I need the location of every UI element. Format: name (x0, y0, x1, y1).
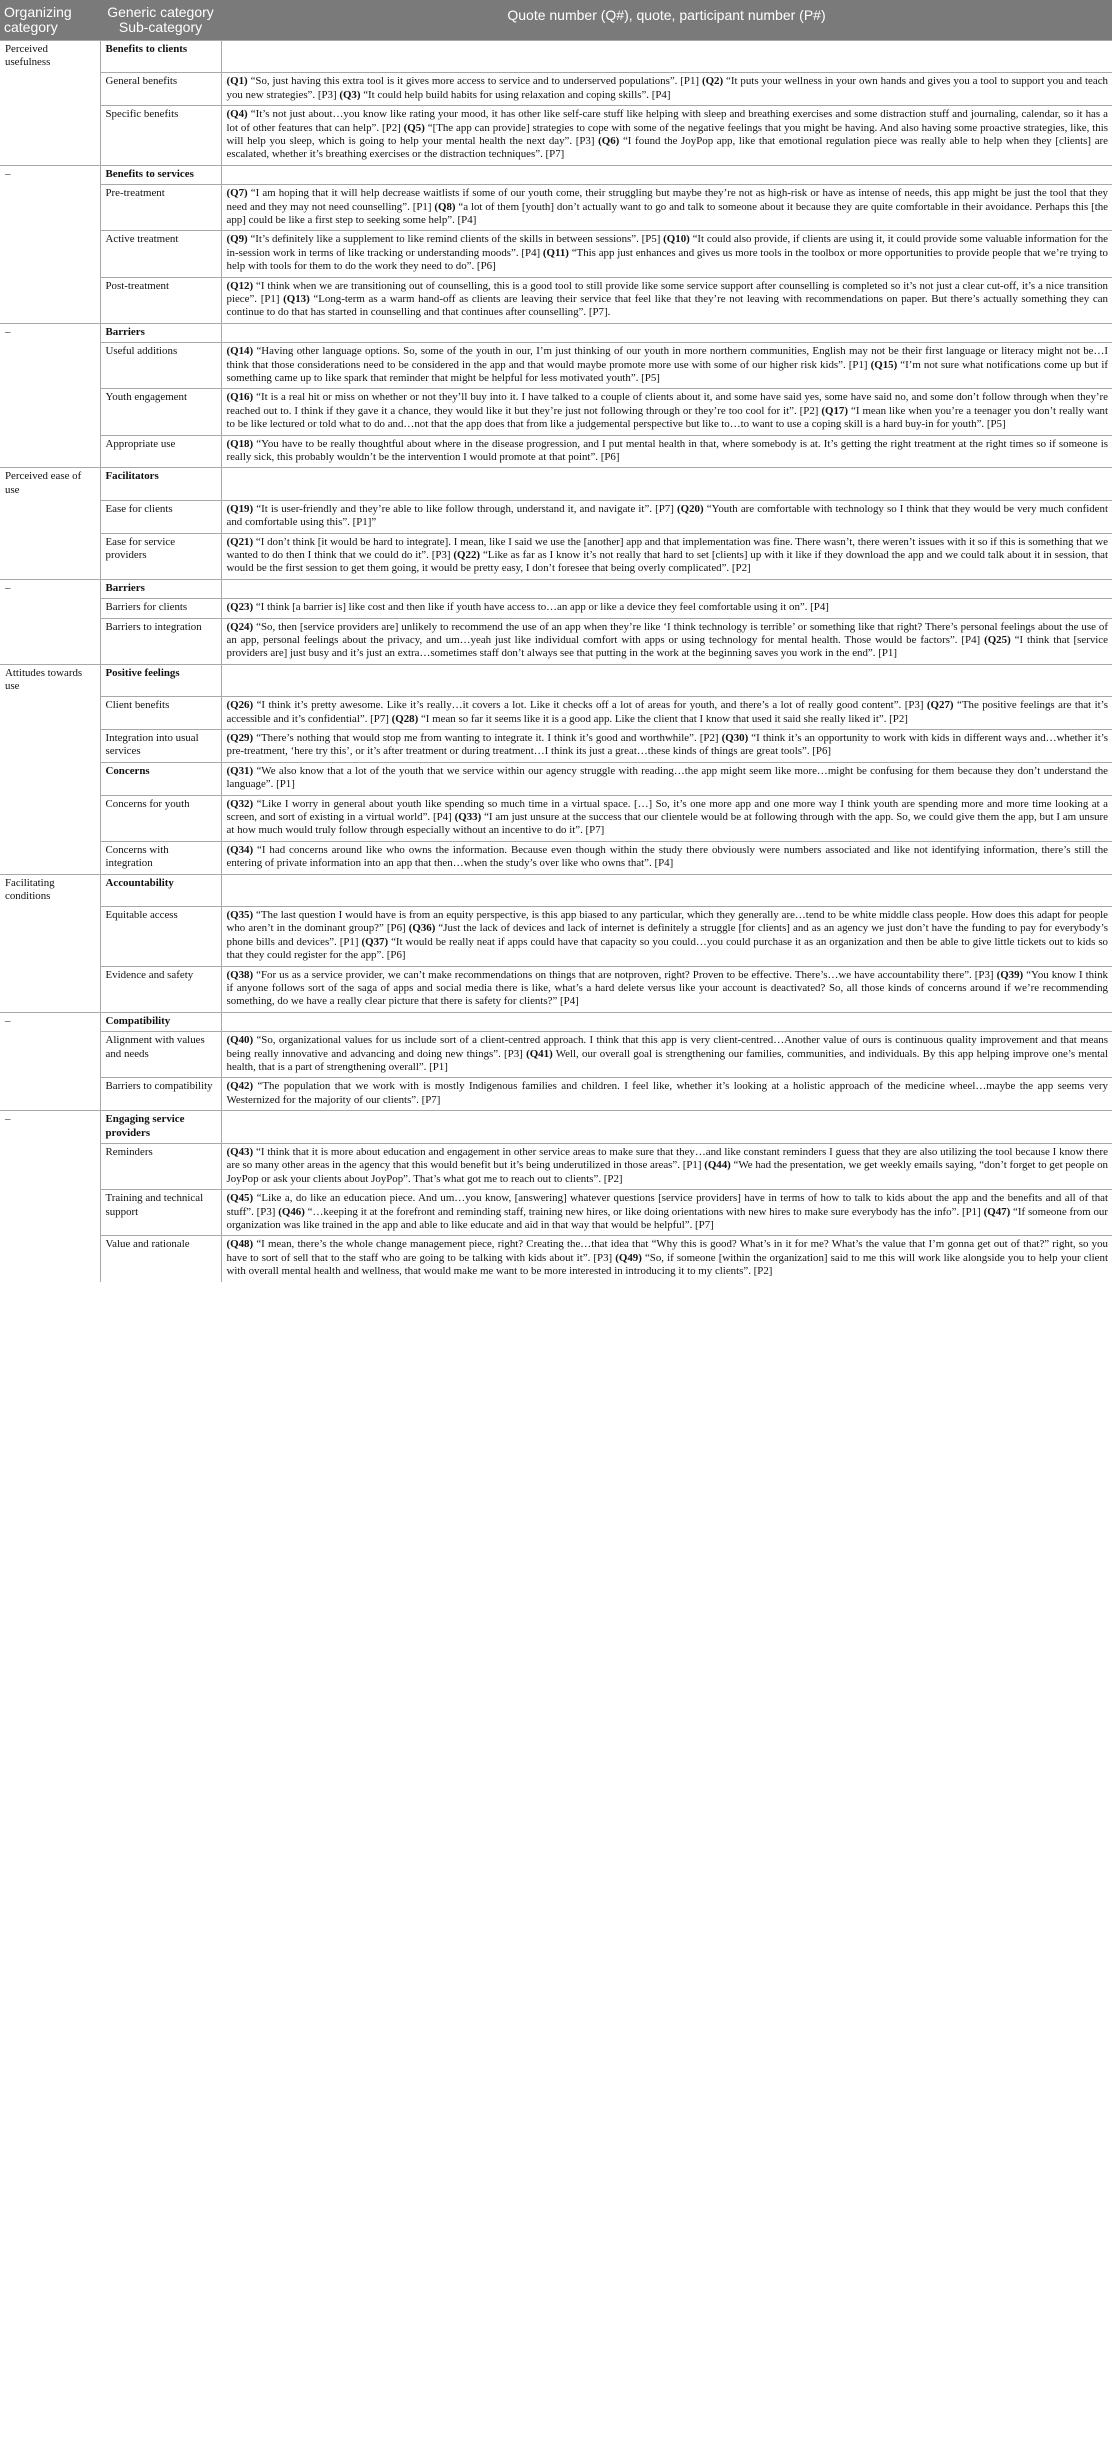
quote-text: “There’s nothing that would stop me from wanting to integrate it. I think it’s good and worthwhile”. [P2] (253, 731, 722, 744)
quote-text: “I don’t think [it would be hard to integrate]. I mean, like I said we use the [another] app and that implementation was fine. There wasn’t, there weren’t issues with it so if this is something that we wanted to do then I think that we could do it”. [P3] (226, 535, 1108, 561)
quote-number: (Q5) (403, 121, 425, 134)
organizing-category (0, 277, 100, 323)
quote-number: (Q41) (526, 1047, 553, 1060)
generic-category: Benefits to clients (100, 41, 221, 73)
quote-number: (Q6) (598, 134, 620, 147)
quote-text: “The positive feelings are that it’s accessible and it’s confidential”. [P7] (226, 699, 1108, 725)
quote-cell (221, 697, 1112, 730)
generic-category: Accountability (100, 874, 221, 906)
quote-cell (221, 762, 1112, 795)
quote-cell (221, 533, 1112, 579)
sub-category: General benefits (100, 73, 221, 106)
sub-category: Barriers to compatibility (100, 1078, 221, 1111)
generic-category-row (0, 1012, 1112, 1031)
quote-text: “Like as far as I know it’s not really that hard to set [clients] up with it like if they download the app and we could talk about it in session, that would be the first session to get them going, it would be pretty easy, I don’t foresee that being overly complicated”. [P2] (226, 549, 1108, 575)
quote-number: (Q18) (226, 437, 254, 450)
quote-cell (221, 468, 1112, 500)
quote-number: (Q16) (226, 391, 254, 404)
header-organizing-category: Organizing category (0, 0, 100, 41)
quote-text: “…keeping it at the forefront and reminding staff, training new hires, or like doing orientations with new hires to make sure everybody has the info”. [P1] (304, 1205, 984, 1218)
quote-number: (Q45) (226, 1192, 254, 1205)
table-row (0, 906, 1112, 966)
table-row (0, 1032, 1112, 1078)
organizing-category (0, 697, 100, 730)
quote-cell (221, 277, 1112, 323)
quote-number: (Q44) (704, 1159, 731, 1172)
generic-category-row (0, 323, 1112, 342)
quote-number: (Q37) (361, 935, 389, 948)
table-row (0, 500, 1112, 533)
table-row (0, 343, 1112, 389)
quote-text: Well, our overall goal is strengthening our families, communities, and individuals. By this app helping improve one’s mental health, that is a part of strengthening overall”. [P1] (226, 1047, 1109, 1073)
quote-number: (Q47) (983, 1205, 1011, 1218)
organizing-category (0, 1236, 100, 1282)
quote-number: (Q15) (870, 358, 898, 371)
table-row (0, 1190, 1112, 1236)
quote-text: “I think that it is more about education and engagement in other service areas to make sure that they…and like constant reminders I guess that they are also utilizing the tool because I know there are so many other areas in the agency that this would benefit but it’s being underutilized in those areas”. [P1] (226, 1146, 1108, 1172)
table-row (0, 435, 1112, 468)
quote-number: (Q4) (226, 108, 248, 121)
sub-category: Integration into usual services (100, 729, 221, 762)
quote-number: (Q28) (391, 712, 419, 725)
table-row (0, 841, 1112, 874)
header-sub-category: Sub-category (118, 19, 203, 35)
quote-number: (Q11) (542, 246, 569, 259)
quote-text: “We had the presentation, we get weekly emails saying, “don’t forget to get people on JoyPop or ask your clients about JoyPop”. That’s what got me to reach out to clients”. [P2] (226, 1159, 1108, 1185)
quote-number: (Q49) (615, 1251, 642, 1264)
quote-cell (221, 73, 1112, 106)
organizing-category (0, 231, 100, 277)
quote-number: (Q19) (226, 502, 254, 515)
organizing-category (0, 389, 100, 435)
table-row (0, 697, 1112, 730)
organizing-category (0, 1078, 100, 1111)
organizing-category (0, 1032, 100, 1078)
table-row (0, 618, 1112, 664)
quote-number: (Q17) (821, 404, 849, 417)
table-row (0, 729, 1112, 762)
table-header (0, 0, 1112, 41)
organizing-category (0, 906, 100, 966)
quote-text: “I think it’s an opportunity to work with kids in different ways and…whether it’s pre-treatment, ‘here try this’, or it’s after treatment or during treatment…I think its just a great…these kinds of things are great tools”. [P6] (226, 731, 1108, 758)
quote-cell (221, 343, 1112, 389)
quote-text: “So, just having this extra tool is it gives more access to service and to underserved populations”. [P1] (247, 75, 702, 88)
table-row (0, 277, 1112, 323)
quote-number: (Q22) (453, 549, 481, 561)
organizing-category (0, 966, 100, 1012)
quote-text: “I am just unsure at the success that our clientele would be at following through with the app. So, we could give them the app, but I am unsure at how much would truly follow through especially without an incentive to do it”. [P7] (226, 811, 1108, 837)
quote-text: “You have to be really thoughtful about where in the disease progression, and I put mental health in that, where somebody is at. It’s getting the right treatment at the right times so if someone is really sick, this probably wouldn’t be the intervention I would promote at that point”. [P6] (226, 437, 1108, 464)
table-row (0, 1144, 1112, 1190)
quote-number: (Q38) (226, 968, 254, 981)
quote-number: (Q14) (226, 345, 254, 358)
quote-text: “We also know that a lot of the youth that we service within our agency struggle with reading…the app might seem like more…might be confusing for them because they don’t understand the language”. [P1] (226, 764, 1108, 791)
table-row (0, 389, 1112, 435)
quote-number: (Q21) (226, 535, 254, 548)
organizing-category (0, 500, 100, 533)
sub-category: Barriers for clients (100, 599, 221, 618)
generic-category: Engaging service providers (100, 1111, 221, 1144)
organizing-category (0, 599, 100, 618)
quote-cell (221, 323, 1112, 342)
organizing-category (0, 106, 100, 166)
quote-number: (Q48) (226, 1238, 254, 1251)
quote-text: “I’m not sure what notifications come up but if something came up to like spark that reminder that might be helpful for less motivated youth”. [P5] (226, 358, 1109, 385)
quote-cell (221, 1032, 1112, 1078)
quote-number: (Q43) (226, 1146, 254, 1159)
quote-text: “I think that [service providers are] just busy and it’s just an extra…sometimes staff don’t always see that putting in the work at the beginning saves you work in the end”. [P1] (226, 634, 1108, 660)
quote-text: “It puts your wellness in your own hands and gives you a tool to support you and teach you new strategies”. [P3] (226, 75, 1108, 101)
table-row (0, 599, 1112, 618)
quote-text: “It could help build habits for using relaxation and coping skills”. [P4] (360, 88, 671, 101)
generic-category: Barriers (100, 323, 221, 342)
quote-text: “Like a, do like an education piece. And um…you know, [answering] whatever questions [service providers] have in terms of how to talk to kids about the app and the benefits and all of that stuff”. [P3] (226, 1192, 1108, 1218)
organizing-category (0, 1190, 100, 1236)
generic-category: Positive feelings (100, 664, 221, 696)
organizing-category: – (0, 323, 100, 342)
quote-text: “So, if someone [within the organization] said to me this will work like alongside you to help your client with overall mental health and wellness, that would make me want to be more interested in introducing it to my clients”. [P2] (226, 1251, 1108, 1278)
quote-number: (Q39) (996, 968, 1024, 981)
organizing-category (0, 1144, 100, 1190)
quote-cell (221, 500, 1112, 533)
quote-text: “If someone from our organization was like trained in the app and able to like educate and aid in that way that would be helpful”. [P7] (226, 1205, 1108, 1232)
quote-cell (221, 618, 1112, 664)
quote-text: “It would be really neat if apps could have that capacity so you could…you could purchase it as an organization and then be able to give little tickets out to kids so that they could register for the app”. [P6] (226, 935, 1108, 962)
quote-cell (221, 1144, 1112, 1190)
quote-text: “The population that we work with is mostly Indigenous families and children. I feel like, whether it’s looking at a holistic approach of the medicine wheel…maybe the app seems very Westernized for the majority of our clients”. [P7] (226, 1080, 1108, 1106)
quote-number: (Q3) (339, 88, 361, 101)
quote-number: (Q25) (984, 634, 1011, 647)
quote-number: (Q1) (226, 75, 248, 88)
quote-number: (Q26) (226, 699, 254, 712)
sub-category: Ease for clients (100, 500, 221, 533)
table-row (0, 73, 1112, 106)
sub-category: Barriers to integration (100, 618, 221, 664)
table-row (0, 533, 1112, 579)
quote-cell (221, 435, 1112, 468)
organizing-category: Attitudes towards use (0, 664, 100, 696)
sub-category: Reminders (100, 1144, 221, 1190)
quote-number: (Q32) (226, 797, 254, 810)
sub-category: Training and technical support (100, 1190, 221, 1236)
generic-category-row (0, 579, 1112, 598)
quote-text: “You know I think if anyone follows sort of the saga of apps and social media there is like, what’s a hard delete versus like your account is deactivated? So, all those kinds of concerns around if we’re recommending something, do we have a really clear picture that there is safety for clients?” [P4] (226, 968, 1108, 1008)
quote-text: “I mean, there’s the whole change management piece, right? Creating the…that idea that “Why this is good? What’s in it for me? What’s the value that I’m gonna get out of that?” right, so you have to sort of sell that to the staff who are going to be talking with kids about it”. [P3] (226, 1238, 1108, 1264)
sub-category: Client benefits (100, 697, 221, 730)
quote-cell (221, 231, 1112, 277)
organizing-category (0, 841, 100, 874)
quote-text: “Youth are comfortable with technology so I think that they would be very much confident and comfortable using this”. [P1]” (226, 502, 1108, 529)
quote-text: “I mean like when you’re a teenager you don’t really want to be like lectured or told what to do and…not that the app does that from like a judgemental perspective but like to…to want to use a coping skill is a hard buy-in for youth”. [P5] (226, 404, 1108, 431)
quote-cell (221, 729, 1112, 762)
organizing-category: – (0, 1012, 100, 1031)
generic-category: Barriers (100, 579, 221, 598)
organizing-category: – (0, 579, 100, 598)
quote-number: (Q12) (226, 279, 254, 292)
table-row (0, 795, 1112, 841)
quote-cell (221, 906, 1112, 966)
sub-category: Useful additions (100, 343, 221, 389)
table-row (0, 1078, 1112, 1111)
table-row (0, 966, 1112, 1012)
quote-text: “I think when we are transitioning out of counselling, this is a good tool to still provide like some service support after counselling is completed so it’s not just a clear cut-off, it’s a nice transition piece”. [P1] (226, 279, 1108, 305)
organizing-category (0, 435, 100, 468)
quote-number: (Q10) (663, 233, 690, 246)
quote-text: “Having other language options. So, some of the youth in our, I’m just thinking of our youth in more northern communities, English may not be their first language or literacy might not be…I think that those considerations need to be considered in the app and that would maybe promote more use with some of our higher risk kids”. [P1] (226, 345, 1108, 371)
quote-number: (Q29) (226, 731, 254, 744)
sub-category: Evidence and safety (100, 966, 221, 1012)
organizing-category (0, 729, 100, 762)
table-row (0, 231, 1112, 277)
quote-text: “I am hoping that it will help decrease waitlists if some of our youth come, their struggling but maybe they’re not as high-risk or have as intense of needs, this app might be just the tool that they need and they may not need counselling”. [P1] (226, 187, 1108, 213)
quote-text: “Long-term as a warm hand-off as clients are leaving their service that feel like that they’re not leaving with recommendations on paper. But there’s actually something they can continue to do that has started in counselling and that continues after counselling”. [P7]. (226, 293, 1109, 319)
sub-category: Youth engagement (100, 389, 221, 435)
header-quote: Quote number (Q#), quote, participant number (P#) (221, 0, 1112, 41)
quote-number: (Q40) (226, 1034, 254, 1047)
table-row (0, 1236, 1112, 1282)
quote-cell (221, 966, 1112, 1012)
organizing-category (0, 185, 100, 231)
quote-cell (221, 1078, 1112, 1111)
generic-category-row (0, 165, 1112, 184)
table-row (0, 106, 1112, 166)
quote-text: “[The app can provide] strategies to cope with some of the negative feelings that you might be having. And also having some proactive strategies, like, this will help you sleep, which is going to help your mental health the next day”. [P3] (226, 121, 1108, 147)
sub-category: Value and rationale (100, 1236, 221, 1282)
table-row (0, 762, 1112, 795)
generic-category-row (0, 41, 1112, 73)
quote-text: “It could also provide, if clients are using it, it could provide some valuable information for the in-session work in terms of like tracking or understanding moods”. [P4] (226, 233, 1108, 259)
sub-category: Post-treatment (100, 277, 221, 323)
quote-number: (Q30) (721, 731, 749, 744)
generic-category-row (0, 1111, 1112, 1144)
quote-text: “Just the lack of devices and lack of internet is definitely a struggle [for clients] and as an agency we just don’t have the funding to pay for everybody’s phone bills and devices”. [P1] (226, 922, 1108, 948)
quote-number: (Q20) (677, 502, 704, 515)
quote-number: (Q31) (226, 764, 254, 777)
generic-category-row (0, 874, 1112, 906)
sub-category: Alignment with values and needs (100, 1032, 221, 1078)
organizing-category: – (0, 1111, 100, 1144)
quote-text: “Like I worry in general about youth like spending so much time in a virtual space. […] So, it’s one more app and one more way I think youth are spending more and more time looking at a screen, and sort of existing in a virtual world”. [P4] (226, 797, 1108, 823)
sub-category: Equitable access (100, 906, 221, 966)
quote-number: (Q36) (408, 922, 436, 935)
quote-text: “It’s definitely like a supplement to like remind clients of the skills in between sessions”. [P5] (247, 233, 664, 246)
quote-number: (Q13) (283, 293, 310, 305)
organizing-category: – (0, 165, 100, 184)
generic-category-row (0, 468, 1112, 500)
organizing-category (0, 762, 100, 795)
organizing-category: Facilitating conditions (0, 874, 100, 906)
organizing-category: Perceived ease of use (0, 468, 100, 500)
organizing-category (0, 73, 100, 106)
organizing-category (0, 618, 100, 664)
quote-text: “I mean so far it seems like it is a good app. Like the client that I know that used it said she really liked it”. [P2] (418, 712, 908, 725)
quote-cell (221, 599, 1112, 618)
quote-text: “So, then [service providers are] unlikely to recommend the use of an app when they’re like ‘I think technology is terrible’ or something like that right? There’s personal feelings about the use of an app, personal feelings about the privacy, and um…yeah just like individual comfort with apps or using technology for mental health. Those would be factors”. [P4] (226, 620, 1108, 647)
quote-cell (221, 165, 1112, 184)
quote-text: “The last question I would have is from an equity perspective, is this app biased to any particular, which they generally are…tend to be white middle class people. How does this adapt for people who aren’t in the dominant group?” [P6] (226, 908, 1108, 935)
quote-text: “I think it’s pretty awesome. Like it’s really…it covers a lot. Like it checks off a lot of areas for youth, and there’s a lot of really good content”. [P3] (253, 699, 927, 712)
quote-cell (221, 1236, 1112, 1282)
generic-category: Facilitators (100, 468, 221, 500)
quote-number: (Q23) (226, 601, 254, 614)
quote-number: (Q33) (454, 811, 482, 823)
quote-cell (221, 185, 1112, 231)
generic-category: Concerns (100, 762, 221, 795)
organizing-category (0, 343, 100, 389)
quote-cell (221, 874, 1112, 906)
sub-category: Concerns with integration (100, 841, 221, 874)
quote-text: “This app just enhances and gives us more tools in the toolbox or more opportunities to provide people that we’re trying to help with tools for them to do the work they need to do”. [P6] (226, 246, 1108, 273)
quote-number: (Q27) (926, 699, 954, 712)
quote-cell (221, 106, 1112, 166)
quote-cell (221, 1190, 1112, 1236)
quote-number: (Q2) (701, 75, 724, 88)
header-category (100, 0, 221, 41)
quote-number: (Q7) (226, 187, 248, 200)
quote-number: (Q46) (278, 1205, 305, 1218)
organizing-category (0, 533, 100, 579)
quote-cell (221, 795, 1112, 841)
organizing-category: Perceived usefulness (0, 41, 100, 73)
quote-text: “It is a real hit or miss on whether or not they’ll buy into it. I have talked to a couple of clients about it, and some have said yes, some have said no, and some don’t follow through when they’re reached out to. I think if they gave it a chance, they would like it but they’re just not following through or they’re too cool for it”. [P2] (226, 391, 1108, 417)
quote-number: (Q24) (226, 620, 254, 633)
quote-number: (Q35) (226, 908, 254, 921)
quote-text: “I think [a barrier is] like cost and then like if youth have access to…an app or like a device they feel comfortable using it on”. [P4] (253, 601, 829, 614)
header-generic-category: Generic category (107, 4, 214, 20)
sub-category: Appropriate use (100, 435, 221, 468)
quote-cell (221, 841, 1112, 874)
generic-category: Compatibility (100, 1012, 221, 1031)
sub-category: Concerns for youth (100, 795, 221, 841)
quote-cell (221, 41, 1112, 73)
quote-cell (221, 1012, 1112, 1031)
quote-number: (Q9) (226, 233, 248, 246)
quote-cell (221, 664, 1112, 696)
quote-number: (Q8) (434, 200, 456, 213)
quote-text: “It’s not just about…you know like rating your mood, it has other like self-care stuff like helping with sleep and breathing exercises and some distraction stuff and journaling, calendar, so it has a lot of other features that can help”. [P2] (226, 108, 1108, 134)
table-row (0, 185, 1112, 231)
quote-cell (221, 389, 1112, 435)
quote-text: “I had concerns around like who owns the information. Because even though within the study there obviously were numbers associated and like not identifying information, there’s still the entering of private information into an app that then…when the study’s over like who owns that”. [P4] (226, 843, 1108, 870)
quote-text: “So, organizational values for us include sort of a client-centred approach. I think that this app is very client-centred…Another value of ours is continuous quality improvement and that means being really innovative and advancing and doing new things”. [P3] (226, 1034, 1108, 1060)
quote-number: (Q42) (226, 1080, 254, 1093)
generic-category-row (0, 664, 1112, 696)
quote-text: “I found the JoyPop app, like that emotional regulation piece was really able to help when they [clients] are escalated, whether it’s breathing exercises or the distraction techniques”. [P7] (226, 134, 1108, 161)
sub-category: Specific benefits (100, 106, 221, 166)
quote-cell (221, 1111, 1112, 1144)
sub-category: Ease for service providers (100, 533, 221, 579)
quote-text: “a lot of them [youth] don’t actually want to go and talk to someone about it because they are quite comfortable in their avoidance. Perhaps this [the app] could be like a first step to seeking some help”. [P4] (226, 200, 1109, 226)
quote-cell (221, 579, 1112, 598)
sub-category: Active treatment (100, 231, 221, 277)
sub-category: Pre-treatment (100, 185, 221, 231)
organizing-category (0, 795, 100, 841)
quote-text: “For us as a service provider, we can’t make recommendations on things that are notproven, right? Proven to be effective. There’s…we have accountability there”. [P3] (253, 968, 997, 981)
generic-category: Benefits to services (100, 165, 221, 184)
quote-text: “It is user-friendly and they’re able to like follow through, understand it, and navigate it”. [P7] (253, 502, 677, 515)
quote-number: (Q34) (226, 843, 254, 856)
